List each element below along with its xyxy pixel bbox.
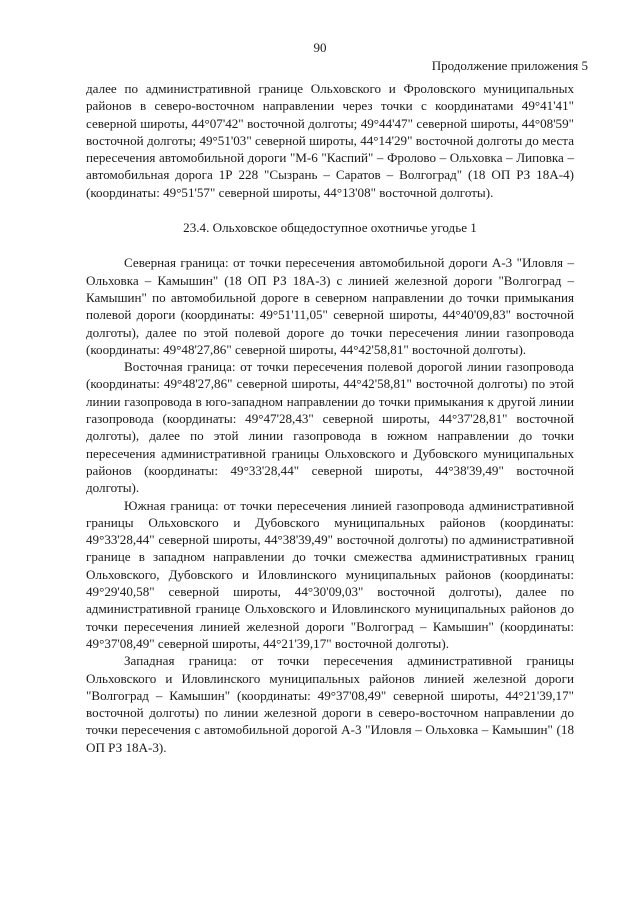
section-heading: 23.4. Ольховское общедоступное охотничье угодье 1 (183, 220, 477, 236)
east-boundary-paragraph: Восточная граница: от точки пересечения полевой дорогой линии газопровода (координаты: 49°48'27,86" северной широты, 44°42'58,81" восточной долготы) по этой линии газопровода в юго-западном направлении до точки примыкания к другой линии газопровода (координаты: 49°47'28,43" северной широты, 44°37'28,81" восточной долготы), далее по этой линии газопровода в южном направлении до точки пересечения административной границы Ольховского и Дубовского муниципальных районов (координаты: 49°33'28,44" северной широты, 44°38'39,49" восточной долготы). (86, 359, 574, 496)
west-boundary-paragraph: Западная граница: от точки пересечения административной границы Ольховского и Иловлинского муниципальных районов линией железной дороги "Волгоград – Камышин" (координаты: 49°37'08,49" северной широты, 44°21'39,17" восточной долготы) по линии железной дороги в северо-восточном направлении до точки пересечения с автомобильной дорогой А-3 "Иловля – Ольховка – Камышин" (18 ОП РЗ 18А-3). (86, 653, 574, 755)
north-boundary-paragraph: Северная граница: от точки пересечения автомобильной дороги А-3 "Иловля – Ольховка – Камышин" (18 ОП РЗ 18А-3) с линией железной дороги "Волгоград – Камышин" по автомобильной дороге в северном направлении до точки примыкания полевой дороги (координаты: 49°51'11,05" северной широты, 44°40'09,83" восточной долготы), далее по этой полевой дороге до точки пересечения линии газопровода (координаты: 49°48'27,86" северной широты, 44°42'58,81" восточной долготы). (86, 255, 574, 357)
intro-paragraph: далее по административной границе Ольховского и Фроловского муниципальных районов в северо-восточном направлении через точки с координатами 49°41'41" северной широты, 44°07'42" восточной долготы; 49°44'47" северной широты, 44°08'59" восточной долготы; 49°51'03" северной широты, 44°14'29" восточной долготы до места пересечения автомобильной дороги "М-6 "Каспий" – Фролово – Ольховка – Липовка – автомобильная дорога 1Р 228 "Сызрань – Саратов – Волгоград" (18 ОП РЗ 18А-4) (координаты: 49°51'57" северной широты, 44°13'08" восточной долготы). (86, 81, 574, 200)
appendix-continuation-note: Продолжение приложения 5 (431, 58, 588, 73)
document-body (86, 80, 574, 756)
south-boundary-paragraph: Южная граница: от точки пересечения линией газопровода административной границы Ольховского и Дубовского муниципальных районов (координаты: 49°33'28,44" северной широты, 44°38'39,49" восточной долготы) по административной границе в западном направлении до точки смежества административных границ Ольховского, Дубовского и Иловлинского муниципальных районов (координаты: 49°29'40,58" северной широты, 44°30'09,03" восточной долготы), далее по административной границе Ольховского и Иловлинского муниципальных районов до точки пересечения линией железной дороги "Волгоград – Камышин" (координаты: 49°37'08,49" северной широты, 44°21'39,17" восточной долготы). (86, 497, 574, 651)
page-number: 90 (313, 40, 327, 55)
